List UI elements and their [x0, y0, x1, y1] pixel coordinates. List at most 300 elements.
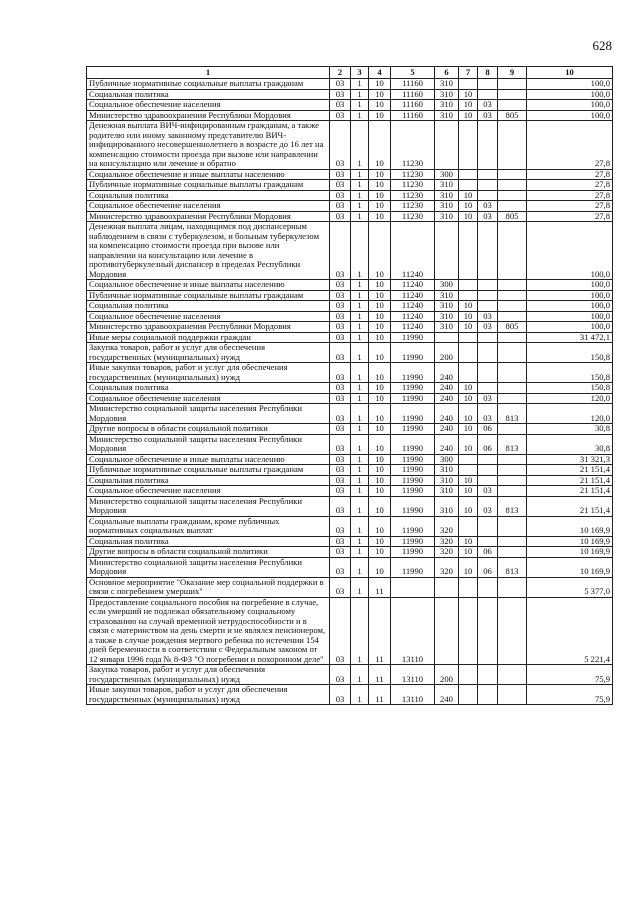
row-code-cell: 03 — [478, 100, 498, 111]
row-code-cell: 03 — [330, 434, 351, 454]
row-code-cell: 03 — [330, 343, 351, 363]
row-code-cell — [459, 516, 478, 536]
row-code-cell: 03 — [330, 121, 351, 170]
row-code-cell: 240 — [435, 424, 459, 435]
row-name-cell: Социальная политика — [87, 536, 330, 547]
row-code-cell: 03 — [330, 577, 351, 597]
row-sum-cell: 10 169,9 — [527, 557, 613, 577]
row-code-cell — [435, 222, 459, 280]
row-code-cell: 03 — [330, 322, 351, 333]
row-code-cell: 10 — [459, 393, 478, 404]
row-code-cell: 11990 — [391, 404, 435, 424]
row-code-cell: 11990 — [391, 424, 435, 435]
row-code-cell: 1 — [351, 190, 369, 201]
row-code-cell: 11230 — [391, 201, 435, 212]
row-code-cell — [391, 577, 435, 597]
row-code-cell — [498, 597, 527, 665]
row-code-cell: 10 — [369, 190, 391, 201]
row-sum-cell: 100,0 — [527, 290, 613, 301]
row-code-cell: 03 — [330, 393, 351, 404]
row-code-cell: 10 — [369, 222, 391, 280]
row-name-cell: Социальная политика — [87, 301, 330, 312]
column-header: 7 — [459, 67, 478, 79]
row-code-cell: 10 — [369, 547, 391, 558]
row-code-cell: 11990 — [391, 434, 435, 454]
column-header: 4 — [369, 67, 391, 79]
table-row — [87, 383, 613, 394]
row-code-cell — [459, 685, 478, 705]
row-code-cell: 300 — [435, 280, 459, 291]
row-code-cell: 03 — [330, 100, 351, 111]
row-code-cell: 03 — [330, 685, 351, 705]
row-code-cell: 310 — [435, 486, 459, 497]
row-code-cell: 11990 — [391, 475, 435, 486]
row-code-cell: 11 — [369, 665, 391, 685]
row-code-cell: 10 — [369, 363, 391, 383]
row-sum-cell: 100,0 — [527, 222, 613, 280]
row-code-cell — [459, 180, 478, 191]
row-code-cell: 11230 — [391, 190, 435, 201]
row-name-cell: Иные закупки товаров, работ и услуг для обеспечения государственных (муниципальных) нужд — [87, 363, 330, 383]
row-name-cell: Закупка товаров, работ и услуг для обеспечения государственных (муниципальных) нужд — [87, 665, 330, 685]
row-code-cell — [498, 311, 527, 322]
row-code-cell: 10 — [369, 180, 391, 191]
row-code-cell: 10 — [459, 424, 478, 435]
budget-table — [86, 66, 613, 705]
row-sum-cell: 100,0 — [527, 311, 613, 322]
row-code-cell: 11990 — [391, 454, 435, 465]
table-row — [87, 404, 613, 424]
row-code-cell: 13110 — [391, 597, 435, 665]
row-code-cell: 03 — [330, 201, 351, 212]
row-code-cell: 1 — [351, 383, 369, 394]
row-code-cell: 10 — [459, 100, 478, 111]
row-code-cell: 03 — [330, 465, 351, 476]
row-code-cell: 240 — [435, 393, 459, 404]
row-code-cell: 10 — [369, 280, 391, 291]
row-code-cell: 320 — [435, 516, 459, 536]
row-code-cell: 1 — [351, 290, 369, 301]
row-name-cell: Министерство здравоохранения Республики Мордовия — [87, 110, 330, 121]
row-code-cell: 240 — [435, 434, 459, 454]
table-row — [87, 424, 613, 435]
row-code-cell: 805 — [498, 211, 527, 222]
row-code-cell: 03 — [330, 475, 351, 486]
row-code-cell: 1 — [351, 404, 369, 424]
row-sum-cell: 100,0 — [527, 110, 613, 121]
row-code-cell — [459, 121, 478, 170]
row-code-cell: 1 — [351, 516, 369, 536]
row-code-cell: 03 — [478, 404, 498, 424]
row-code-cell — [478, 180, 498, 191]
row-code-cell: 11990 — [391, 557, 435, 577]
row-code-cell: 310 — [435, 211, 459, 222]
row-sum-cell: 31 472,1 — [527, 332, 613, 343]
row-code-cell: 03 — [330, 557, 351, 577]
row-code-cell: 03 — [330, 332, 351, 343]
row-code-cell: 310 — [435, 465, 459, 476]
row-code-cell — [498, 89, 527, 100]
table-row — [87, 311, 613, 322]
row-code-cell: 813 — [498, 496, 527, 516]
row-code-cell: 1 — [351, 557, 369, 577]
row-sum-cell: 27,8 — [527, 211, 613, 222]
row-sum-cell: 21 151,4 — [527, 496, 613, 516]
row-code-cell: 03 — [330, 496, 351, 516]
row-sum-cell: 27,8 — [527, 169, 613, 180]
row-code-cell: 11990 — [391, 363, 435, 383]
row-code-cell — [459, 597, 478, 665]
row-code-cell: 1 — [351, 211, 369, 222]
row-sum-cell: 75,9 — [527, 685, 613, 705]
row-code-cell: 10 — [369, 536, 391, 547]
row-code-cell — [478, 121, 498, 170]
row-name-cell: Другие вопросы в области социальной политики — [87, 547, 330, 558]
row-code-cell: 1 — [351, 475, 369, 486]
row-code-cell: 10 — [369, 100, 391, 111]
row-code-cell: 03 — [330, 363, 351, 383]
row-code-cell: 310 — [435, 301, 459, 312]
row-code-cell — [498, 685, 527, 705]
row-code-cell — [498, 280, 527, 291]
row-code-cell — [498, 486, 527, 497]
row-code-cell — [478, 665, 498, 685]
row-code-cell — [459, 343, 478, 363]
row-code-cell: 1 — [351, 486, 369, 497]
row-sum-cell: 27,8 — [527, 190, 613, 201]
row-code-cell — [478, 89, 498, 100]
row-code-cell — [478, 516, 498, 536]
row-sum-cell: 5 221,4 — [527, 597, 613, 665]
row-code-cell — [478, 465, 498, 476]
row-code-cell — [498, 665, 527, 685]
row-code-cell: 1 — [351, 280, 369, 291]
row-code-cell — [498, 577, 527, 597]
row-code-cell — [459, 665, 478, 685]
table-row — [87, 597, 613, 665]
row-code-cell: 03 — [478, 486, 498, 497]
row-code-cell: 03 — [330, 190, 351, 201]
row-code-cell: 03 — [330, 311, 351, 322]
row-code-cell — [435, 597, 459, 665]
row-code-cell: 03 — [478, 311, 498, 322]
row-code-cell: 03 — [330, 486, 351, 497]
table-row — [87, 557, 613, 577]
table-row — [87, 280, 613, 291]
row-name-cell: Социальное обеспечение населения — [87, 100, 330, 111]
table-row — [87, 89, 613, 100]
column-header: 1 — [87, 67, 330, 79]
table-row — [87, 496, 613, 516]
row-code-cell: 1 — [351, 169, 369, 180]
row-name-cell: Социальное обеспечение и иные выплаты населению — [87, 169, 330, 180]
row-code-cell: 10 — [459, 475, 478, 486]
row-name-cell: Основное мероприятие "Оказание мер социальной поддержки в связи с погребением умерших" — [87, 577, 330, 597]
row-code-cell — [459, 332, 478, 343]
row-code-cell: 300 — [435, 169, 459, 180]
row-code-cell: 240 — [435, 404, 459, 424]
row-code-cell — [459, 454, 478, 465]
row-code-cell: 10 — [369, 557, 391, 577]
row-code-cell: 11240 — [391, 311, 435, 322]
row-code-cell: 03 — [478, 211, 498, 222]
table-row — [87, 180, 613, 191]
row-code-cell: 10 — [369, 383, 391, 394]
row-code-cell: 11 — [369, 597, 391, 665]
row-code-cell — [459, 222, 478, 280]
row-code-cell: 03 — [330, 110, 351, 121]
row-code-cell: 1 — [351, 121, 369, 170]
row-name-cell: Социальное обеспечение населения — [87, 311, 330, 322]
row-code-cell: 06 — [478, 557, 498, 577]
row-code-cell — [498, 547, 527, 558]
row-code-cell: 1 — [351, 343, 369, 363]
column-header: 8 — [478, 67, 498, 79]
row-code-cell: 10 — [459, 110, 478, 121]
row-code-cell: 10 — [369, 332, 391, 343]
row-code-cell: 11160 — [391, 89, 435, 100]
table-row — [87, 343, 613, 363]
row-code-cell: 1 — [351, 536, 369, 547]
row-sum-cell: 100,0 — [527, 280, 613, 291]
row-code-cell: 11990 — [391, 536, 435, 547]
row-code-cell — [478, 685, 498, 705]
row-code-cell — [459, 577, 478, 597]
row-code-cell: 10 — [369, 121, 391, 170]
row-code-cell — [478, 79, 498, 90]
table-row — [87, 121, 613, 170]
row-name-cell: Социальное обеспечение и иные выплаты населению — [87, 454, 330, 465]
row-code-cell: 03 — [330, 211, 351, 222]
row-code-cell: 10 — [369, 89, 391, 100]
row-name-cell: Публичные нормативные социальные выплаты гражданам — [87, 465, 330, 476]
row-code-cell: 13110 — [391, 665, 435, 685]
row-code-cell: 10 — [459, 557, 478, 577]
row-code-cell — [498, 424, 527, 435]
row-code-cell — [498, 343, 527, 363]
row-code-cell — [478, 577, 498, 597]
row-code-cell: 10 — [459, 190, 478, 201]
row-name-cell: Иные меры социальной поддержки граждан — [87, 332, 330, 343]
row-code-cell — [498, 383, 527, 394]
table-row — [87, 201, 613, 212]
row-code-cell: 03 — [330, 383, 351, 394]
row-code-cell: 10 — [369, 79, 391, 90]
row-code-cell: 10 — [459, 547, 478, 558]
row-code-cell: 11160 — [391, 110, 435, 121]
row-code-cell — [498, 536, 527, 547]
row-code-cell: 805 — [498, 110, 527, 121]
row-sum-cell: 100,0 — [527, 100, 613, 111]
table-body — [87, 79, 613, 705]
row-code-cell — [498, 190, 527, 201]
row-code-cell: 10 — [459, 434, 478, 454]
row-sum-cell: 150,8 — [527, 383, 613, 394]
row-code-cell: 310 — [435, 322, 459, 333]
row-code-cell: 11 — [369, 577, 391, 597]
row-code-cell: 10 — [459, 536, 478, 547]
row-code-cell — [459, 280, 478, 291]
row-code-cell: 1 — [351, 577, 369, 597]
row-code-cell: 03 — [478, 393, 498, 404]
row-code-cell: 1 — [351, 424, 369, 435]
row-code-cell: 1 — [351, 332, 369, 343]
row-code-cell: 1 — [351, 454, 369, 465]
row-code-cell: 1 — [351, 547, 369, 558]
row-code-cell: 320 — [435, 557, 459, 577]
row-sum-cell: 21 151,4 — [527, 486, 613, 497]
row-code-cell: 03 — [330, 454, 351, 465]
table-row — [87, 465, 613, 476]
row-code-cell: 10 — [369, 343, 391, 363]
column-header: 10 — [527, 67, 613, 79]
row-code-cell: 03 — [330, 290, 351, 301]
row-code-cell: 03 — [330, 180, 351, 191]
row-code-cell: 10 — [369, 424, 391, 435]
column-header: 2 — [330, 67, 351, 79]
row-code-cell: 10 — [459, 404, 478, 424]
row-code-cell: 11230 — [391, 169, 435, 180]
row-code-cell: 10 — [369, 475, 391, 486]
row-code-cell: 11990 — [391, 332, 435, 343]
row-sum-cell: 10 169,9 — [527, 536, 613, 547]
row-code-cell: 03 — [478, 201, 498, 212]
row-code-cell: 1 — [351, 89, 369, 100]
row-code-cell — [478, 190, 498, 201]
row-sum-cell: 31 321,3 — [527, 454, 613, 465]
row-code-cell — [459, 363, 478, 383]
row-sum-cell: 100,0 — [527, 322, 613, 333]
row-name-cell: Социальное обеспечение и иные выплаты населению — [87, 280, 330, 291]
table-row — [87, 665, 613, 685]
row-code-cell: 11990 — [391, 465, 435, 476]
row-name-cell: Министерство социальной защиты населения Республики Мордовия — [87, 434, 330, 454]
row-code-cell: 03 — [478, 496, 498, 516]
row-code-cell: 10 — [459, 486, 478, 497]
row-name-cell: Министерство социальной защиты населения Республики Мордовия — [87, 496, 330, 516]
row-sum-cell: 100,0 — [527, 79, 613, 90]
column-header: 3 — [351, 67, 369, 79]
row-code-cell — [498, 301, 527, 312]
column-header: 5 — [391, 67, 435, 79]
row-name-cell: Министерство социальной защиты населения Республики Мордовия — [87, 557, 330, 577]
row-code-cell: 10 — [459, 301, 478, 312]
row-code-cell: 10 — [459, 322, 478, 333]
row-code-cell: 03 — [478, 110, 498, 121]
table-row — [87, 363, 613, 383]
row-code-cell: 11990 — [391, 496, 435, 516]
row-code-cell: 1 — [351, 363, 369, 383]
row-code-cell: 1 — [351, 180, 369, 191]
row-code-cell — [478, 475, 498, 486]
row-code-cell — [478, 536, 498, 547]
row-code-cell — [478, 363, 498, 383]
row-code-cell: 310 — [435, 201, 459, 212]
row-code-cell: 240 — [435, 383, 459, 394]
row-code-cell: 11990 — [391, 383, 435, 394]
row-code-cell: 03 — [330, 89, 351, 100]
row-code-cell — [478, 597, 498, 665]
row-code-cell: 310 — [435, 496, 459, 516]
header-row — [87, 67, 613, 79]
row-code-cell: 10 — [459, 311, 478, 322]
row-code-cell — [498, 475, 527, 486]
row-name-cell: Социальное обеспечение населения — [87, 393, 330, 404]
row-code-cell: 1 — [351, 201, 369, 212]
row-name-cell: Социальная политика — [87, 89, 330, 100]
row-code-cell: 11230 — [391, 180, 435, 191]
row-name-cell: Иные закупки товаров, работ и услуг для обеспечения государственных (муниципальных) нужд — [87, 685, 330, 705]
row-code-cell: 310 — [435, 475, 459, 486]
row-code-cell: 10 — [369, 496, 391, 516]
row-code-cell: 1 — [351, 222, 369, 280]
row-code-cell — [478, 454, 498, 465]
table-row — [87, 332, 613, 343]
row-code-cell — [498, 516, 527, 536]
row-code-cell: 805 — [498, 322, 527, 333]
row-code-cell: 813 — [498, 434, 527, 454]
row-code-cell: 11990 — [391, 343, 435, 363]
row-code-cell: 10 — [369, 486, 391, 497]
row-code-cell — [478, 169, 498, 180]
row-sum-cell: 5 377,0 — [527, 577, 613, 597]
row-code-cell: 03 — [478, 322, 498, 333]
row-sum-cell: 100,0 — [527, 301, 613, 312]
row-sum-cell: 75,9 — [527, 665, 613, 685]
row-code-cell: 813 — [498, 404, 527, 424]
row-code-cell — [498, 290, 527, 301]
row-name-cell: Социальная политика — [87, 190, 330, 201]
row-code-cell — [498, 169, 527, 180]
row-code-cell — [459, 169, 478, 180]
row-code-cell — [435, 121, 459, 170]
row-code-cell — [478, 280, 498, 291]
row-name-cell: Предоставление социального пособия на погребение в случае, если умерший не подлежал обязательному социальному страхованию на случай временной нетрудоспособности и в связи с материнством на день смерти и не являлся пенсионером, а также в случае рождения мертвого ребенка по истечении 154 дней беременности в соответствии с Федеральным законом от 12 января 1996 года № 8-ФЗ "О погребении и похоронном деле" — [87, 597, 330, 665]
row-code-cell: 03 — [330, 301, 351, 312]
table-row — [87, 486, 613, 497]
row-code-cell: 10 — [459, 383, 478, 394]
row-code-cell: 11160 — [391, 79, 435, 90]
row-code-cell: 240 — [435, 363, 459, 383]
row-code-cell: 1 — [351, 434, 369, 454]
row-name-cell: Социальная политика — [87, 475, 330, 486]
row-code-cell: 11990 — [391, 547, 435, 558]
row-code-cell: 10 — [369, 454, 391, 465]
row-code-cell — [498, 100, 527, 111]
row-code-cell: 310 — [435, 79, 459, 90]
table-row — [87, 393, 613, 404]
row-code-cell: 310 — [435, 190, 459, 201]
row-code-cell — [435, 577, 459, 597]
row-code-cell: 320 — [435, 536, 459, 547]
row-sum-cell: 30,8 — [527, 434, 613, 454]
row-code-cell: 03 — [330, 665, 351, 685]
row-sum-cell: 120,0 — [527, 393, 613, 404]
row-name-cell: Социальное обеспечение населения — [87, 486, 330, 497]
row-name-cell: Министерство социальной защиты населения Республики Мордовия — [87, 404, 330, 424]
row-code-cell: 10 — [369, 169, 391, 180]
row-code-cell: 1 — [351, 79, 369, 90]
table-row — [87, 475, 613, 486]
row-name-cell: Социальное обеспечение населения — [87, 201, 330, 212]
row-code-cell: 03 — [330, 424, 351, 435]
table-row — [87, 685, 613, 705]
row-name-cell: Министерство здравоохранения Республики Мордовия — [87, 211, 330, 222]
row-code-cell: 03 — [330, 404, 351, 424]
row-code-cell: 06 — [478, 547, 498, 558]
row-code-cell: 11230 — [391, 121, 435, 170]
row-code-cell: 813 — [498, 557, 527, 577]
